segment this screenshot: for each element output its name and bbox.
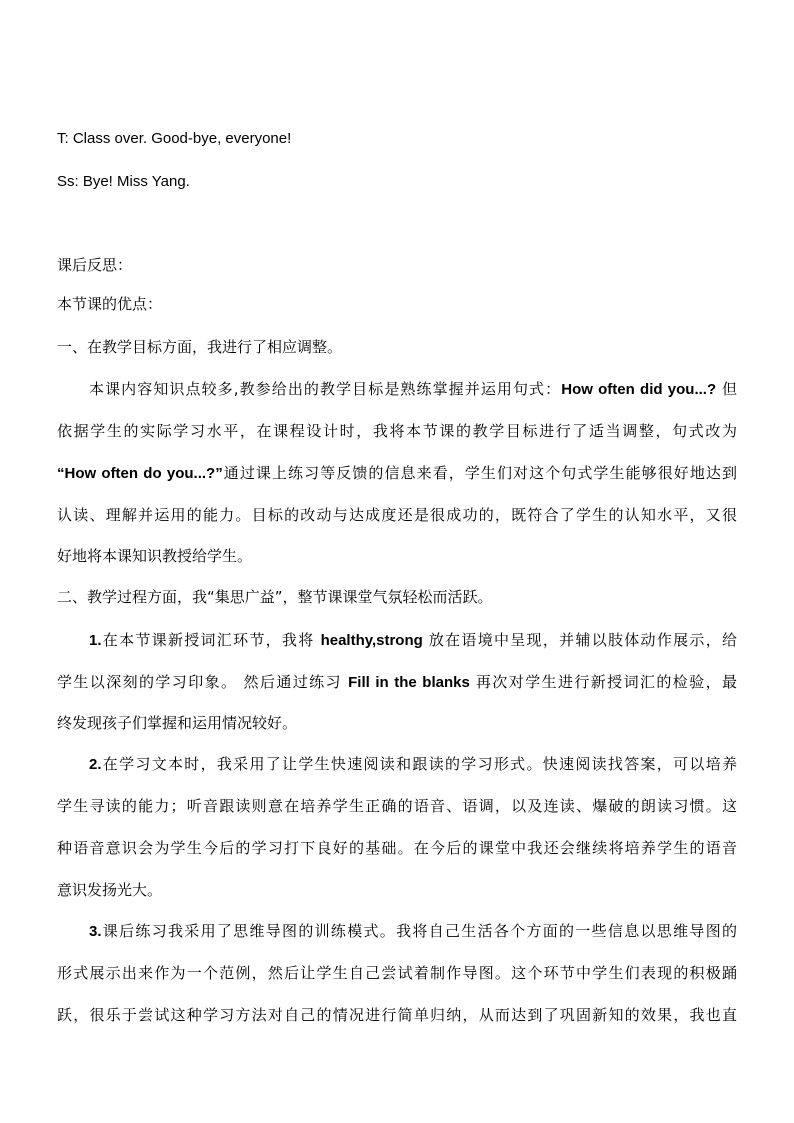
paragraph-line: 意识发扬光大。: [57, 881, 163, 899]
reflection-heading: 课后反思：: [57, 256, 133, 274]
text-span: 在学习文本时，我采用了让学生快速阅读和跟读的学习形式。快速阅读找答案，可以培养: [101, 755, 737, 773]
paragraph-line: 跃，很乐于尝试这种学习方法对自己的情况进行简单归纳，从而达到了巩固新知的效果，我也直: [57, 1006, 737, 1024]
paragraph-line: 学生寻读的能力；听音跟读则意在培养学生正确的语音、语调，以及连读、爆破的朗读习惯。这: [57, 797, 737, 815]
teacher-line: T: Class over. Good-bye, everyone!: [57, 130, 292, 147]
item-number: 2.: [89, 756, 102, 773]
paragraph-line: [89, 379, 737, 400]
text-span: 但: [716, 380, 737, 398]
text-span: 学生以深刻的学习印象。 然后通过练习: [57, 673, 349, 691]
vocabulary-words: healthy,strong: [320, 632, 423, 649]
point-two-title: 二、教学过程方面，我“集思广益”，整节课课堂气氛轻松而活跃。: [57, 588, 493, 606]
paragraph-line: [89, 630, 737, 651]
text-span: 课后练习我采用了思维导图的训练模式。我将自己生活各个方面的一些信息以思维导图的: [101, 922, 737, 940]
paragraph-line: 种语音意识会为学生今后的学习打下良好的基础。在今后的课堂中我还会继续将培养学生的语音: [57, 839, 737, 857]
item-number: 1.: [89, 632, 102, 649]
text-span: 在本节课新授词汇环节，我将: [101, 631, 321, 649]
paragraph-line: 认读、理解并运用的能力。目标的改动与达成度还是很成功的，既符合了学生的认知水平，又很: [57, 506, 737, 524]
point-one-title: 一、在教学目标方面，我进行了相应调整。: [57, 338, 343, 356]
students-line: Ss: Bye! Miss Yang.: [57, 173, 190, 190]
sentence-pattern: How often did you...?: [561, 381, 717, 398]
paragraph-line: [57, 463, 737, 484]
sentence-pattern: “How often do you...?”: [57, 465, 223, 482]
paragraph-line: [57, 672, 737, 693]
paragraph-line: 依据学生的实际学习水平，在课程设计时，我将本节课的教学目标进行了适当调整，句式改为: [57, 422, 737, 440]
advantages-heading: 本节课的优点：: [57, 295, 163, 313]
paragraph-line: [89, 754, 737, 775]
exercise-name: Fill in the blanks: [348, 674, 470, 691]
text-span: 本课内容知识点较多,教参给出的教学目标是熟练掌握并运用句式：: [89, 380, 562, 398]
item-number: 3.: [89, 923, 102, 940]
paragraph-line: 终发现孩子们掌握和运用情况较好。: [57, 714, 298, 732]
paragraph-line: [89, 921, 737, 942]
paragraph-line: 好地将本课知识教授给学生。: [57, 547, 253, 565]
text-span: 再次对学生进行新授词汇的检验，最: [469, 673, 737, 691]
paragraph-line: 形式展示出来作为一个范例，然后让学生自己尝试着制作导图。这个环节中学生们表现的积极踊: [57, 964, 737, 982]
text-span: 放在语境中呈现，并辅以肢体动作展示，给: [422, 631, 737, 649]
text-span: 通过课上练习等反馈的信息来看，学生们对这个句式学生能够很好地达到: [222, 464, 737, 482]
